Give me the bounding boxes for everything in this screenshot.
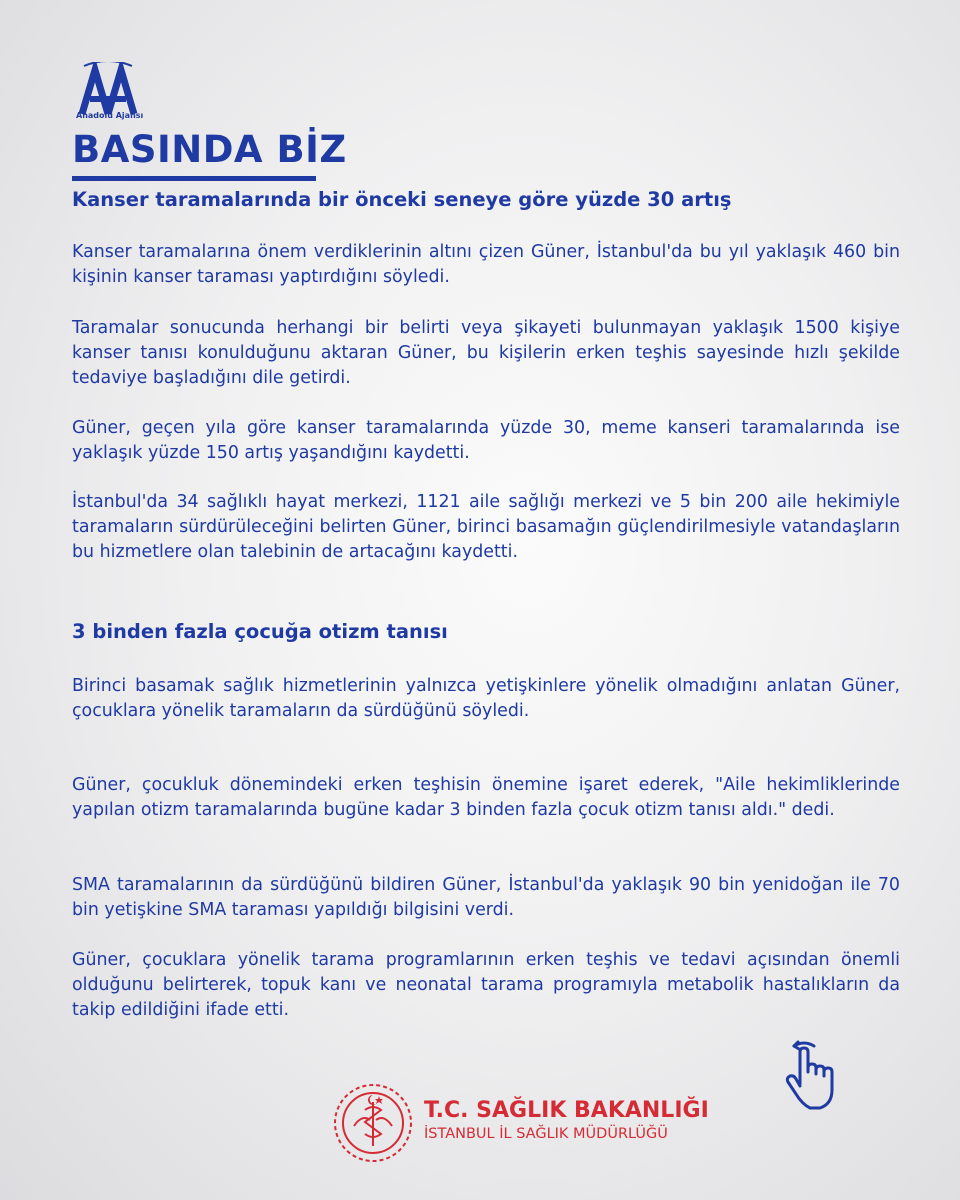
directorate-name: İSTANBUL İL SAĞLIK MÜDÜRLÜĞÜ: [424, 1126, 668, 1142]
section-2-paragraph-3: SMA taramalarının da sürdüğünü bildiren Güner, İstanbul'da yaklaşık 90 bin yenidoğan ile 70 bin yetişkine SMA taraması yapıldığı bilgisini verdi.: [72, 875, 900, 920]
section-1-paragraph-1: Kanser taramalarına önem verdiklerinin altını çizen Güner, İstanbul'da bu yıl yaklaşık 460 bin kişinin kanser taraması yaptırdığını söyledi.: [72, 242, 900, 287]
section-2-title: 3 binden fazla çocuğa otizm tanısı: [72, 620, 448, 643]
heading-underline: [72, 176, 316, 181]
section-2-paragraph-2: Güner, çocukluk dönemindeki erken teşhisin önemine işaret ederek, "Aile hekimliklerinde yapılan otizm taramalarında bugüne kadar 3 binden fazla çocuk otizm tanısı aldı." dedi.: [72, 775, 900, 820]
page-heading: BASINDA BİZ: [72, 128, 347, 171]
section-1-title: Kanser taramalarında bir önceki seneye göre yüzde 30 artış: [72, 188, 732, 211]
section-1-paragraph-2: Taramalar sonucunda herhangi bir belirti veya şikayeti bulunmayan yaklaşık 1500 kişiye kanser tanısı konulduğunu aktaran Güner, bu kişilerin erken teşhis sayesinde hızlı şekilde tedaviye başladığını dile getirdi.: [72, 318, 900, 388]
section-2-paragraph-1: Birinci basamak sağlık hizmetlerinin yalnızca yetişkinlere yönelik olmadığını anlatan Güner, çocuklara yönelik taramaların da sürdüğünü söyledi.: [72, 676, 900, 721]
section-1-paragraph-3: Güner, geçen yıla göre kanser taramalarında yüzde 30, meme kanseri taramalarında ise yaklaşık yüzde 150 artış yaşandığını kaydetti.: [72, 418, 900, 463]
section-1-paragraph-4: İstanbul'da 34 sağlıklı hayat merkezi, 1121 aile sağlığı merkezi ve 5 bin 200 aile hekimiyle taramaların sürdürüleceğini belirten Güner, birinci basamağın güçlendirilmesiyle vatandaşların bu hizmetlere olan talebinin de artacağını kaydetti.: [72, 492, 900, 562]
swipe-hand-icon[interactable]: [778, 1038, 844, 1112]
section-2-paragraph-4: Güner, çocuklara yönelik tarama programlarının erken teşhis ve tedavi açısından önemli olduğunu belirterek, topuk kanı ve neonatal tarama programıyla metabolik hastalıkların da takip edildiğini ifade etti.: [72, 950, 900, 1020]
logo-caption: Anadolu Ajansı: [76, 111, 144, 120]
ministry-emblem-icon: [332, 1082, 414, 1164]
ministry-name: T.C. SAĞLIK BAKANLIĞI: [424, 1098, 709, 1123]
